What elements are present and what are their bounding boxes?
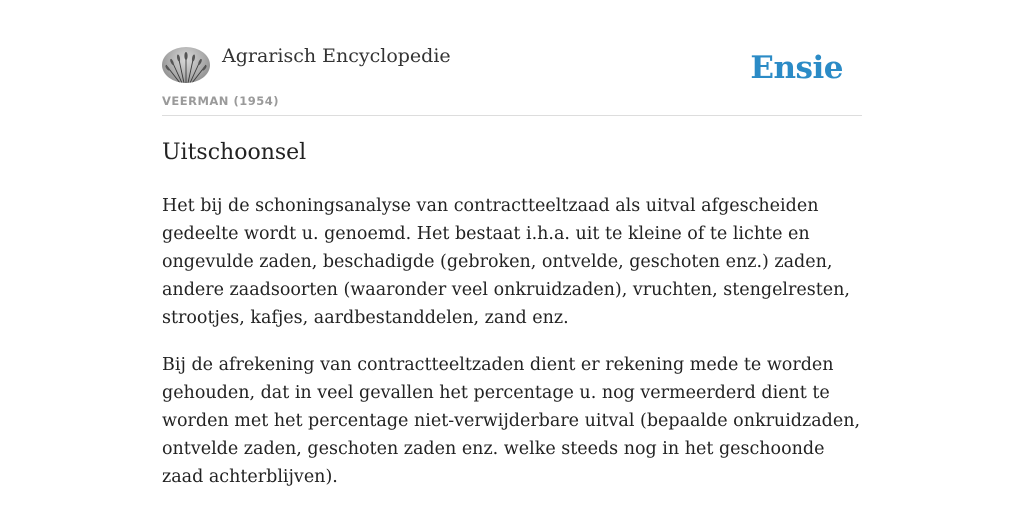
- article-title: Uitschoonsel: [162, 140, 307, 165]
- page-container: [162, 0, 862, 487]
- article-body: [162, 192, 862, 510]
- book-title-link[interactable]: Agrarisch Encyclopedie: [222, 45, 451, 67]
- header: [162, 0, 862, 116]
- article-paragraph: Het bij de schoningsanalyse van contractteeltzaad als uitval afgescheiden gedeelte wordt u. genoemd. Het bestaat i.h.a. uit te kleine of te lichte en ongevulde zaden, beschadigde (gebroken, ontvelde, geschoten enz.) zaden, andere zaadsoorten (waaronder veel onkruidzaden), vruchten, stengelresten, strootjes, kafjes, aardbestanddelen, zand enz.: [162, 196, 850, 328]
- brand-logo-link[interactable]: Ensie: [750, 50, 843, 86]
- article-paragraph: Bij de afrekening van contractteeltzaden dient er rekening mede te worden gehouden, dat in veel gevallen het percentage u. nog vermeerderd dient te worden met het percentage niet-verwijderbare uitval (bepaalde onkruidzaden, ontvelde zaden, geschoten zaden enz. welke steeds nog in het geschoonde zaad achterblijven).: [162, 355, 861, 487]
- source-label: VEERMAN (1954): [162, 94, 279, 108]
- wheat-logo-icon[interactable]: [162, 47, 210, 83]
